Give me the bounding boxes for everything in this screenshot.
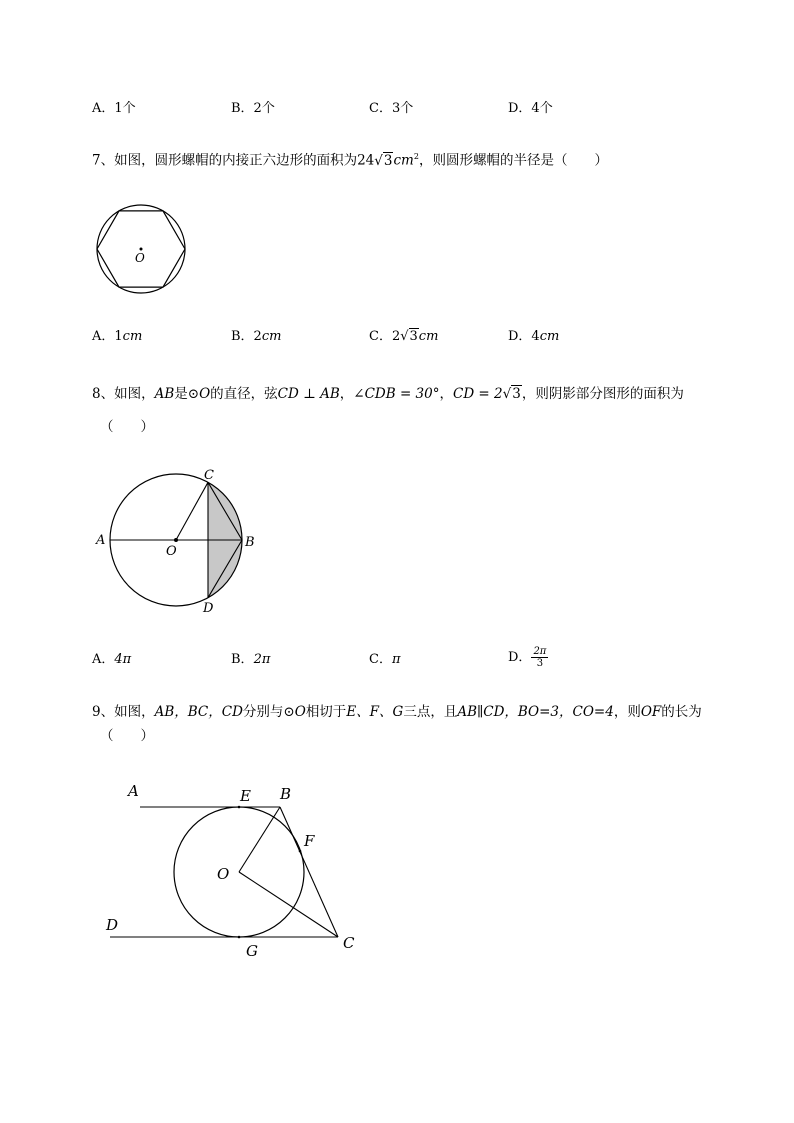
q7-unit: cm bbox=[393, 152, 414, 169]
q8-option-c: C．π bbox=[369, 652, 401, 667]
q8-option-a: A．4π bbox=[92, 652, 132, 667]
q9-label-o: O bbox=[217, 865, 230, 883]
q6-option-a: A．1个 bbox=[92, 101, 136, 116]
q9-stem: 9、如图，AB，BC，CD分别与⊙O相切于E、F、G三点，且AB∥CD，BO=3，CO=4，则OF的长为 bbox=[92, 704, 702, 720]
q8-center-dot bbox=[174, 538, 178, 542]
q9-label-f: F bbox=[304, 832, 315, 850]
q7-prefix: 7、如图，圆形螺帽的内接正六边形的面积为24 bbox=[92, 152, 375, 169]
q8-blank: （ ） bbox=[100, 419, 154, 435]
q7-option-d: D．4cm bbox=[508, 329, 560, 344]
q7-option-b: B．2cm bbox=[231, 329, 282, 344]
q6-option-c: C．3个 bbox=[369, 101, 414, 116]
q7-option-a: A．1cm bbox=[92, 329, 143, 344]
q9-label-a: A bbox=[128, 782, 139, 800]
q9-label-g: G bbox=[246, 942, 258, 960]
q7-sqrt: √3 bbox=[374, 152, 393, 169]
q9-figure bbox=[100, 778, 380, 968]
q9-label-e: E bbox=[240, 787, 251, 805]
q7-suffix: ，则圆形螺帽的半径是（ ） bbox=[418, 152, 608, 169]
q8-label-o: O bbox=[166, 544, 177, 559]
q8-option-b: B．2π bbox=[231, 652, 271, 667]
q8-stem: 8、如图，AB是⊙O的直径，弦CD ⊥ AB，∠CDB = 30°，CD = 2√3，则阴影部分图形的面积为 bbox=[92, 386, 684, 402]
q8-label-b: B bbox=[245, 535, 255, 550]
q9-label-d: D bbox=[106, 916, 119, 934]
q9-point-e bbox=[238, 806, 241, 809]
q7-label-o: O bbox=[135, 251, 145, 265]
q8-radius-oc bbox=[176, 482, 208, 540]
q9-point-g bbox=[238, 936, 241, 939]
q8-label-d: D bbox=[203, 601, 214, 616]
q8-label-a: A bbox=[96, 533, 106, 548]
q7-figure bbox=[95, 204, 195, 294]
q8-figure bbox=[92, 465, 272, 615]
q9-point-f bbox=[299, 850, 302, 853]
q7-stem bbox=[92, 147, 608, 171]
q8-label-c: C bbox=[204, 468, 214, 483]
q9-label-c: C bbox=[343, 934, 355, 952]
q9-label-b: B bbox=[280, 785, 292, 803]
q7-option-c: C．2√3cm bbox=[369, 329, 439, 344]
q7-unit-sup: 2 bbox=[413, 152, 419, 161]
q9-line-ob bbox=[239, 807, 280, 872]
q8-option-d: D． $\frac{2\pi}{3}$ bbox=[508, 646, 547, 669]
q6-option-b: B．2个 bbox=[231, 101, 275, 116]
q6-option-d: D．4个 bbox=[508, 101, 553, 116]
q9-blank: （ ） bbox=[100, 728, 154, 744]
